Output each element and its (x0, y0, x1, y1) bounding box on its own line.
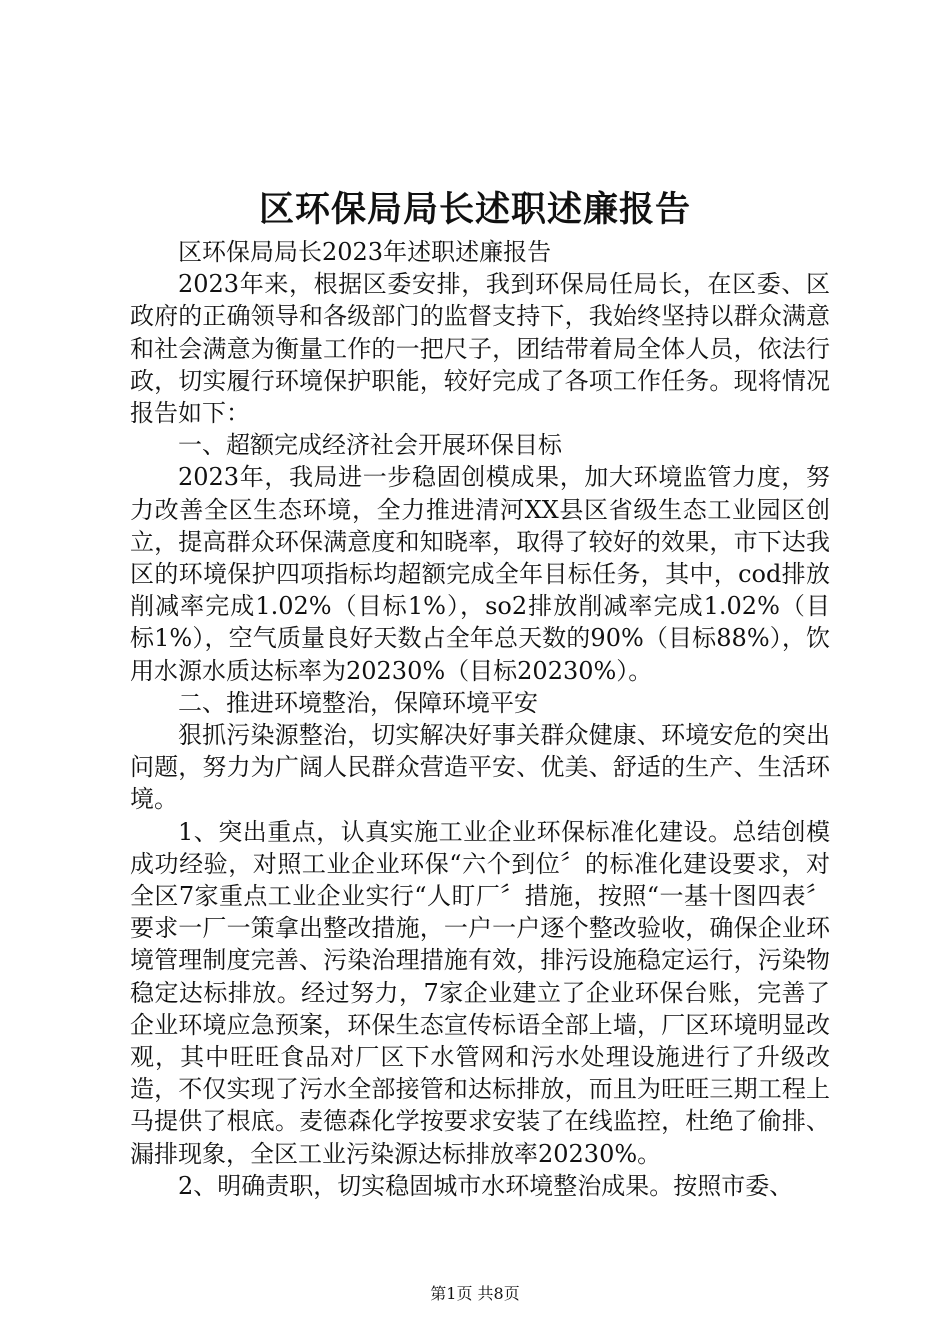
document-title: 区环保局局长述职述廉报告 (258, 189, 691, 230)
document-body (130, 236, 830, 1202)
intro-paragraph: 2023年来，根据区委安排，我到环保局任局长，在区委、区政府的正确领导和各级部门的监督支持下，我始终坚持以群众满意和社会满意为衡量工作的一把尺子，团结带着局全体人员，依法行政，切实履行环境保护职能，较好完成了各项工作任务。现将情况报告如下： (130, 270, 830, 428)
section-2-paragraph: 狠抓污染源整治，切实解决好事关群众健康、环境安危的突出问题，努力为广阔人民群众营造平安、优美、舒适的生产、生活环境。 (130, 721, 830, 814)
report-subtitle: 区环保局局长2023年述职述廉报告 (178, 238, 552, 266)
section-heading-1: 一、超额完成经济社会开展环保目标 (178, 431, 562, 460)
section-2-item-2: 2、明确责职，切实稳固城市水环境整治成果。按照市委、 (178, 1171, 794, 1200)
section-heading-2: 二、推进环境整治，保障环境平安 (178, 688, 538, 717)
section-2-item-1: 1、突出重点，认真实施工业企业环保标准化建设。总结创模成功经验，对照工业企业环保“六个到位〞的标准化建设要求，对全区7家重点工业企业实行“人盯厂〞措施，按照“一基十图四表〞要求一厂一策拿出整改措施，一户一户逐个整改验收，确保企业环境管理制度完善、污染治理措施有效，排污设施稳定运行，污染物稳定达标排放。经过努力，7家企业建立了企业环保台账，完善了企业环境应急预案，环保生态宣传标语全部上墙，厂区环境明显改观，其中旺旺食品对厂区下水管网和污水处理设施进行了升级改造，不仅实现了污水全部接管和达标排放，而且为旺旺三期工程上马提供了根底。麦德森化学按要求安装了在线监控，杜绝了偷排、漏排现象，全区工业污染源达标排放率20230%。 (130, 817, 830, 1168)
page-footer: 第1页 共8页 (430, 1284, 520, 1303)
section-1-paragraph: 2023年，我局进一步稳固创模成果，加大环境监管力度，努力改善全区生态环境，全力推进清河XX县区省级生态工业园区创立，提高群众环保满意度和知晓率，取得了较好的效果，市下达我区的环境保护四项指标均超额完成全年目标任务，其中，cod排放削减率完成1.02%（目标1%），so2排放削减率完成1.02%（目标1%），空气质量良好天数占全年总天数的90%（目标88%），饮用水源水质达标率为20230%（目标20230%）。 (130, 463, 830, 685)
